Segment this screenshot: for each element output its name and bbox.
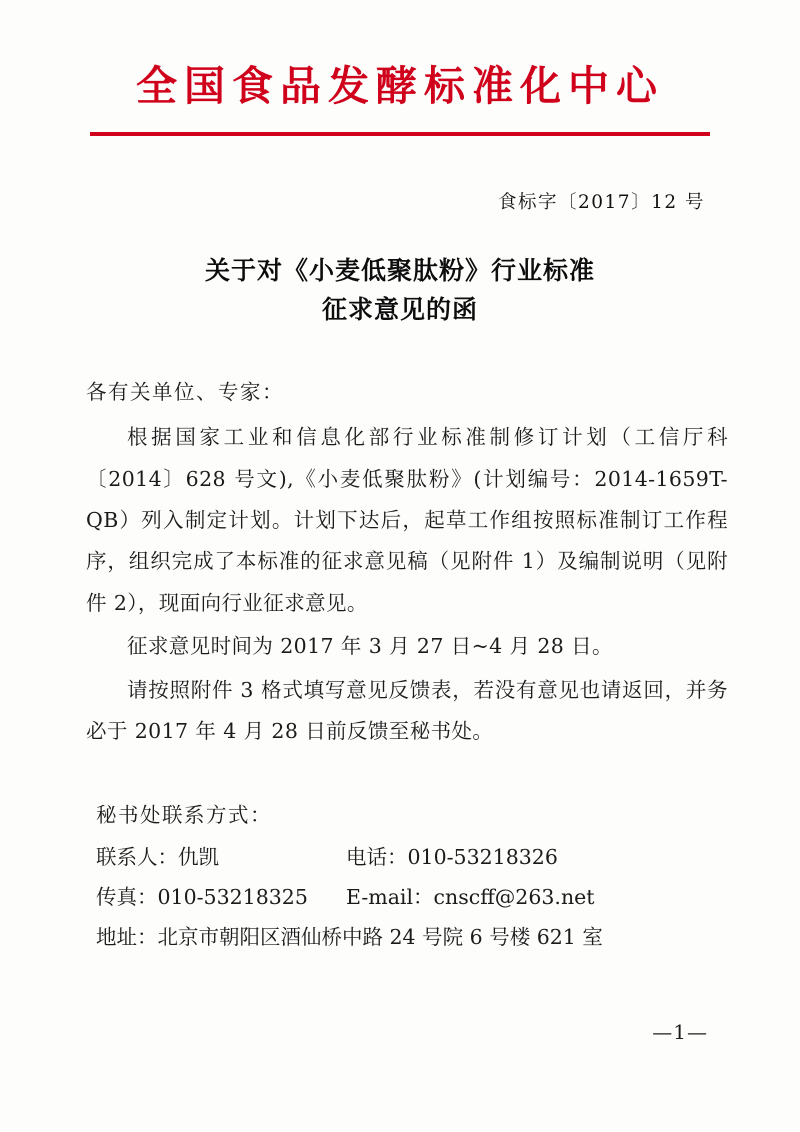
organization-title: 全国食品发酵标准化中心 [136, 62, 664, 110]
body-paragraph-3: 请按照附件 3 格式填写意见反馈表，若没有意见也请返回，并务必于 2017 年 4 月 28 日前反馈至秘书处。 [86, 677, 728, 743]
contact-row-person-phone [96, 838, 728, 878]
contact-heading: 秘书处联系方式： [96, 803, 272, 828]
body-paragraph-1: 根据国家工业和信息化部行业标准制修订计划（工信厅科〔2014〕628 号文),《小麦低聚肽粉》(计划编号：2014-1659T-QB）列入制定计划。计划下达后，起草工作组按照标准制订工作程序，组织完成了本标准的征求意见稿（见附件 1）及编制说明（见附件 2），现面向行业征求意见。 [86, 425, 728, 615]
document-title [0, 252, 800, 330]
letterhead-divider [90, 132, 710, 136]
letterhead [0, 0, 800, 136]
document-number: 食标字〔2017〕12 号 [497, 192, 705, 214]
document-title-line-1: 关于对《小麦低聚肽粉》行业标准 [204, 256, 595, 286]
contact-address: 地址：北京市朝阳区酒仙桥中路 24 号院 6 号楼 621 室 [96, 925, 603, 950]
page-number: —1— [652, 1020, 708, 1044]
document-body [86, 372, 728, 753]
contact-section [96, 796, 728, 958]
contact-row-fax-email [96, 878, 728, 918]
document-title-line-2: 征求意见的函 [321, 294, 478, 324]
contact-person: 联系人：仇凯 [96, 845, 219, 870]
body-paragraph-2: 征求意见时间为 2017 年 3 月 27 日~4 月 28 日。 [127, 634, 613, 659]
contact-phone: 电话：010-53218326 [346, 845, 558, 870]
salutation: 各有关单位、专家： [86, 379, 284, 404]
contact-email: E-mail：cnscff@263.net [346, 885, 595, 910]
contact-fax: 传真：010-53218325 [96, 885, 308, 910]
